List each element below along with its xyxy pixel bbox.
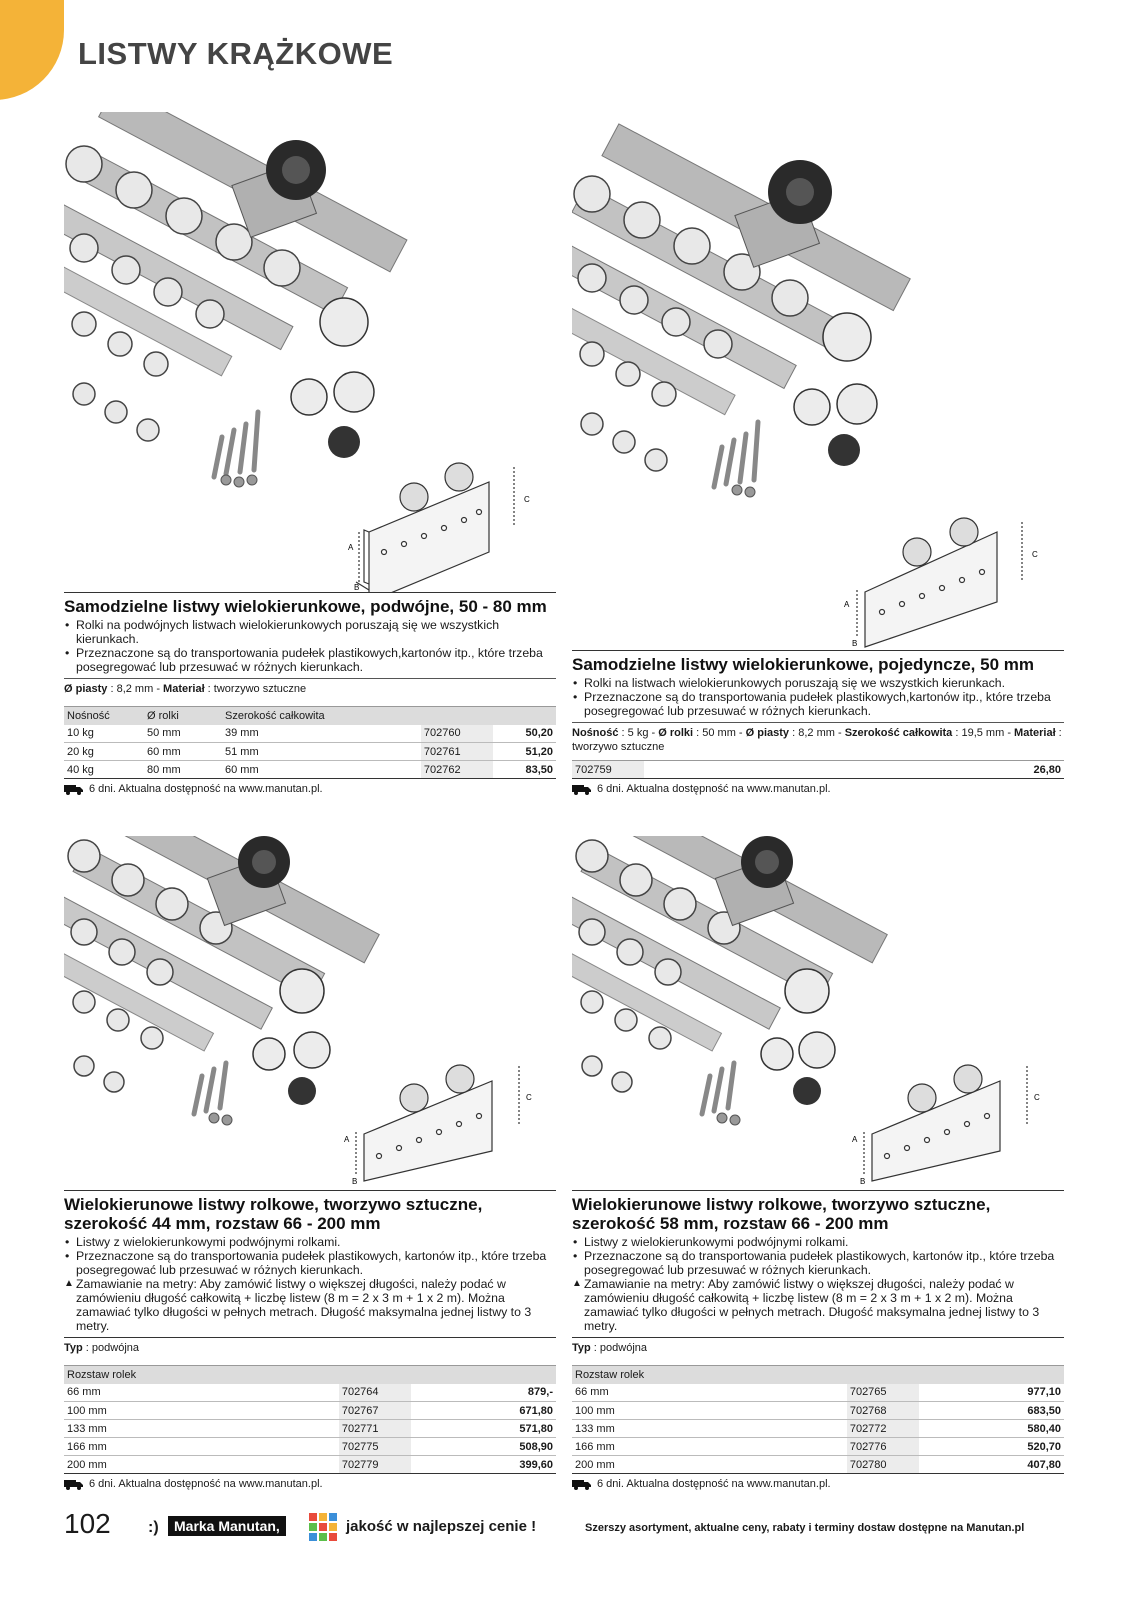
product-code: 702764 [339, 1384, 411, 1402]
spec-label: Ø piasty [745, 727, 790, 739]
spec-value: podwójna [91, 1342, 140, 1354]
spec-value: podwójna [599, 1342, 648, 1354]
roller-strip-photo [64, 112, 407, 487]
price-cell: 51,20 [493, 743, 556, 761]
roller-cell: 60 mm [144, 743, 222, 761]
delivery-info [572, 1478, 1064, 1490]
product-code: 702772 [847, 1420, 919, 1438]
dimension-drawing [356, 1065, 519, 1181]
delivery-text: 6 dni. Aktualna dostępność na www.manutan.pl. [89, 1478, 323, 1490]
price-cell: 520,70 [919, 1438, 1064, 1456]
product-title: Samodzielne listwy wielokierunkowe, pojedyncze, 50 mm [572, 655, 1034, 674]
product-code: 702759 [572, 761, 644, 779]
product-block-44mm [64, 836, 556, 1490]
footer-note: Szerszy asortyment, aktualne ceny, rabaty i terminy dostaw dostępne na Manutan.pl [585, 1522, 1025, 1534]
product-table [572, 760, 1064, 779]
table-row [64, 1384, 556, 1402]
price-cell: 879,- [411, 1384, 556, 1402]
label-b: B [852, 639, 858, 648]
spec-value: 19,5 mm [961, 727, 1005, 739]
rubik-cube-icon [308, 1512, 338, 1542]
product-block-58mm [572, 836, 1064, 1490]
spec-label: Ø piasty [64, 683, 108, 695]
product-code: 702776 [847, 1438, 919, 1456]
product-code: 702761 [421, 743, 493, 761]
product-title: Samodzielne listwy wielokierunkowe, podwójne, 50 - 80 mm [64, 597, 547, 616]
table-row [572, 1384, 1064, 1402]
label-c: C [1032, 550, 1038, 559]
spacing-cell: 133 mm [572, 1420, 847, 1438]
spec-label: Materiał [1014, 727, 1056, 739]
product-table [64, 1365, 556, 1474]
spacing-cell: 66 mm [64, 1384, 339, 1402]
price-cell: 508,90 [411, 1438, 556, 1456]
product-block-double [64, 112, 556, 795]
spec-value: 5 kg [627, 727, 649, 739]
spacing-cell: 200 mm [64, 1456, 339, 1474]
product-illustration [572, 112, 1064, 650]
col-header: Ø rolki [144, 707, 222, 725]
col-header [493, 707, 556, 725]
price-cell: 671,80 [411, 1402, 556, 1420]
product-table [572, 1365, 1064, 1474]
feature-list [64, 1233, 556, 1333]
product-table [64, 706, 556, 779]
product-title: Wielokierunowe listwy rolkowe, tworzywo sztuczne, szerokość 58 mm, rozstaw 66 - 200 mm [572, 1195, 991, 1233]
spacing-cell: 100 mm [572, 1402, 847, 1420]
product-illustration [572, 836, 1064, 1190]
feature-item: • Listwy z wielokierunkowymi podwójnymi rolkami. [572, 1235, 1064, 1249]
capacity-cell: 40 kg [64, 761, 144, 779]
label-a: A [348, 543, 354, 552]
delivery-text: 6 dni. Aktualna dostępność na www.manutan.pl. [597, 1478, 831, 1490]
table-row [572, 1402, 1064, 1420]
col-header [421, 707, 493, 725]
table-row [64, 1402, 556, 1420]
roller-strip-photo [572, 124, 910, 497]
product-code: 702767 [339, 1402, 411, 1420]
corner-accent [0, 0, 64, 100]
price-cell: 50,20 [493, 725, 556, 743]
col-header [339, 1366, 411, 1384]
label-c: C [524, 495, 530, 504]
delivery-info [64, 1478, 556, 1490]
spec-label: Szerokość całkowita [844, 727, 953, 739]
width-cell: 51 mm [222, 743, 421, 761]
table-row [572, 1438, 1064, 1456]
order-note: ▲ Zamawianie na metry: Aby zamówić listwy o większej długości, należy podać w zamówieniu długość całkowitą + liczbę listew (8 m = 2 x 3 m + 1 x 2 m). Można zamawiać tylko długości w pełnych metrach. Długość maksymalna jednej listwy to 3 metry. [572, 1277, 1064, 1333]
col-header: Rozstaw rolek [64, 1366, 339, 1384]
roller-strip-photo [572, 836, 887, 1125]
product-code: 702780 [847, 1456, 919, 1474]
capacity-cell: 20 kg [64, 743, 144, 761]
smile-emoticon: :) [148, 1519, 159, 1536]
label-a: A [852, 1135, 858, 1144]
feature-list [572, 1233, 1064, 1333]
page-number: 102 [64, 1508, 111, 1539]
delivery-text: 6 dni. Aktualna dostępność na www.manutan.pl. [597, 783, 831, 795]
label-c: C [526, 1093, 532, 1102]
col-header [919, 1366, 1064, 1384]
product-code: 702768 [847, 1402, 919, 1420]
spec-line: Typ : podwójna [64, 1337, 556, 1355]
product-illustration [64, 112, 556, 592]
label-a: A [844, 600, 850, 609]
spec-line: Ø piasty : 8,2 mm - Materiał : tworzywo sztuczne [64, 678, 556, 696]
dimension-drawing [857, 518, 1022, 647]
col-header: Nośność [64, 707, 144, 725]
label-a: A [344, 1135, 350, 1144]
feature-item: • Przeznaczone są do transportowania pudełek plastikowych,kartonów itp., które trzeba posegregować lub przesuwać w różnych kierunkach. [64, 646, 556, 674]
col-header: Szerokość całkowita [222, 707, 421, 725]
spacing-cell: 100 mm [64, 1402, 339, 1420]
truck-icon [64, 1479, 83, 1490]
price-cell: 399,60 [411, 1456, 556, 1474]
width-cell: 39 mm [222, 725, 421, 743]
feature-item: • Przeznaczone są do transportowania pudełek plastikowych, kartonów itp., które trzeba posegregować lub przesuwać w różnych kierunkach. [64, 1249, 556, 1277]
truck-icon [572, 1479, 591, 1490]
spec-line: Nośność : 5 kg - Ø rolki : 50 mm - Ø piasty : 8,2 mm - Szerokość całkowita : 19,5 mm - Materiał : tworzywo sztuczne [572, 722, 1064, 754]
delivery-text: 6 dni. Aktualna dostępność na www.manutan.pl. [89, 783, 323, 795]
product-title: Wielokierunowe listwy rolkowe, tworzywo sztuczne, szerokość 44 mm, rozstaw 66 - 200 mm [64, 1195, 483, 1233]
spec-label: Typ [572, 1342, 591, 1354]
table-row [64, 743, 556, 761]
dimension-drawing [864, 1065, 1027, 1181]
roller-cell: 80 mm [144, 761, 222, 779]
table-row [64, 725, 556, 743]
truck-icon [64, 784, 83, 795]
spec-line: Typ : podwójna [572, 1337, 1064, 1355]
order-note: ▲ Zamawianie na metry: Aby zamówić listwy o większej długości, należy podać w zamówieniu długość całkowitą + liczbę listew (8 m = 2 x 3 m + 1 x 2 m). Można zamawiać tylko długości w pełnych metrach. Długość maksymalna jednej listwy to 3 metry. [64, 1277, 556, 1333]
price-cell: 580,40 [919, 1420, 1064, 1438]
table-row [64, 1456, 556, 1474]
truck-icon [572, 784, 591, 795]
spec-value: 8,2 mm [116, 683, 154, 695]
product-code: 702762 [421, 761, 493, 779]
delivery-info [64, 783, 556, 795]
product-code: 702760 [421, 725, 493, 743]
feature-item: • Rolki na listwach wielokierunkowych poruszają się we wszystkich kierunkach. [572, 676, 1064, 690]
table-row [572, 1420, 1064, 1438]
feature-item: • Listwy z wielokierunkowymi podwójnymi rolkami. [64, 1235, 556, 1249]
spacing-cell: 200 mm [572, 1456, 847, 1474]
col-header [847, 1366, 919, 1384]
roller-strip-photo [64, 836, 379, 1125]
col-header [411, 1366, 556, 1384]
feature-item: • Przeznaczone są do transportowania pudełek plastikowych, kartonów itp., które trzeba posegregować lub przesuwać w różnych kierunkach. [572, 1249, 1064, 1277]
feature-list [64, 616, 556, 674]
price-cell: 977,10 [919, 1384, 1064, 1402]
spacing-cell: 66 mm [572, 1384, 847, 1402]
product-code: 702765 [847, 1384, 919, 1402]
label-b: B [352, 1177, 358, 1186]
slogan: jakość w najlepszej cenie ! [346, 1518, 537, 1535]
spec-label: Nośność [572, 727, 619, 739]
spacing-cell: 166 mm [572, 1438, 847, 1456]
price-cell: 407,80 [919, 1456, 1064, 1474]
table-row [64, 761, 556, 779]
spacing-cell: 166 mm [64, 1438, 339, 1456]
label-b: B [354, 583, 360, 592]
product-block-single [572, 112, 1064, 795]
spec-label: Materiał [163, 683, 205, 695]
spacing-cell: 133 mm [64, 1420, 339, 1438]
page-footer [64, 1508, 1064, 1548]
table-row [64, 1420, 556, 1438]
product-illustration [64, 836, 556, 1190]
delivery-info [572, 783, 1064, 795]
table-row [572, 761, 1064, 779]
spec-label: Typ [64, 1342, 83, 1354]
roller-cell: 50 mm [144, 725, 222, 743]
spec-value: 50 mm [702, 727, 736, 739]
feature-list [572, 674, 1064, 718]
dimension-drawing [356, 463, 514, 592]
price-cell: 571,80 [411, 1420, 556, 1438]
price-cell: 683,50 [919, 1402, 1064, 1420]
label-b: B [860, 1177, 866, 1186]
capacity-cell: 10 kg [64, 725, 144, 743]
feature-item: • Przeznaczone są do transportowania pudełek plastikowych,kartonów itp., które trzeba posegregować lub przesuwać w różnych kierunkach. [572, 690, 1064, 718]
brand-label: Marka Manutan, [168, 1516, 286, 1536]
spec-label: Ø rolki [658, 727, 694, 739]
feature-item: • Rolki na podwójnych listwach wielokierunkowych poruszają się we wszystkich kierunkach. [64, 618, 556, 646]
label-c: C [1034, 1093, 1040, 1102]
spec-value: 8,2 mm [798, 727, 835, 739]
spec-value: tworzywo sztuczne [213, 683, 307, 695]
product-code: 702779 [339, 1456, 411, 1474]
product-code: 702771 [339, 1420, 411, 1438]
price-cell: 83,50 [493, 761, 556, 779]
product-code: 702775 [339, 1438, 411, 1456]
page-title: LISTWY KRĄŻKOWE [78, 36, 394, 71]
price-cell: 26,80 [644, 761, 1064, 779]
table-row [64, 1438, 556, 1456]
width-cell: 60 mm [222, 761, 421, 779]
spec-value: tworzywo sztuczne [572, 741, 665, 753]
table-row [572, 1456, 1064, 1474]
col-header: Rozstaw rolek [572, 1366, 847, 1384]
